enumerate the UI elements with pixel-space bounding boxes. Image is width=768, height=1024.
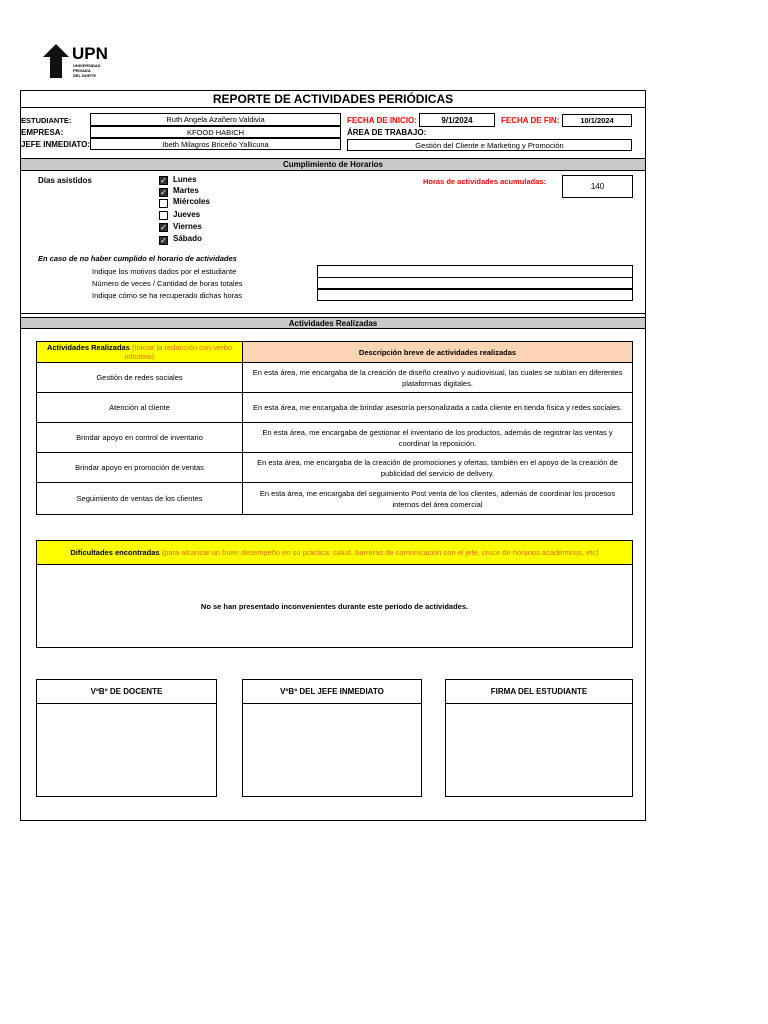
hours-label: Horas de actividades acumuladas:: [423, 177, 546, 186]
day-checkbox-viernes[interactable]: [159, 223, 168, 232]
activity-name-4: Brindar apoyo en promoción de ventas: [36, 452, 243, 483]
signature-teacher-box[interactable]: [36, 703, 217, 797]
end-date-label: FECHA DE FIN:: [501, 116, 560, 125]
logo-sub-2: PRIVADA: [73, 68, 91, 73]
day-label-martes: Martes: [173, 186, 199, 195]
signature-boss-box[interactable]: [242, 703, 422, 797]
activity-desc-3: En esta área, me encargaba de gestionar el inventario de los productos, además de registrar las ventas y coordinar la reposición.: [242, 422, 633, 453]
missed-row-label-2: Número de veces / Cantidad de horas totales: [92, 279, 243, 288]
boss-label: JEFE INMEDIATO:: [21, 140, 91, 149]
missed-recovery-field[interactable]: [317, 289, 633, 301]
company-label: EMPRESA:: [21, 128, 64, 137]
check-icon: ✓: [160, 176, 167, 185]
activity-name-1: Gestión de redes sociales: [36, 362, 243, 393]
page-title: REPORTE DE ACTIVIDADES PERIÓDICAS: [21, 91, 645, 108]
day-label-sabado: Sábado: [173, 234, 202, 243]
check-icon: ✓: [160, 188, 167, 197]
day-label-lunes: Lunes: [173, 175, 197, 184]
day-checkbox-miercoles[interactable]: [159, 199, 168, 208]
student-label: ESTUDIANTE:: [21, 116, 72, 125]
activities-col2-header: Descripción breve de actividades realizadas: [242, 341, 633, 363]
logo-text: UPN: [72, 44, 108, 63]
activity-desc-4: En esta área, me encargaba de la creación de promociones y ofertas, también en el apoyo de la creación de publicidad del servicio de delivery.: [242, 452, 633, 483]
activities-header: Actividades Realizadas: [21, 317, 645, 329]
day-checkbox-martes[interactable]: [159, 188, 168, 197]
day-label-miercoles: Miércoles: [173, 197, 210, 206]
start-date-field: 9/1/2024: [419, 113, 495, 127]
student-field: Ruth Angela Azañero Valdivia: [90, 113, 341, 126]
day-checkbox-sabado[interactable]: [159, 236, 168, 245]
col1-header-note: (Iniciar la redacción con verbo infinitivo): [124, 343, 233, 361]
activity-desc-5: En esta área, me encargaba del seguimiento Post venta de los clientes, además de coordinar los procesos internos del área comercial: [242, 482, 633, 515]
check-icon: ✓: [160, 236, 167, 245]
difficulties-header: [36, 540, 633, 565]
signature-student-label: FIRMA DEL ESTUDIANTE: [445, 679, 633, 704]
upn-arrow-icon: [43, 44, 69, 78]
signature-boss-label: VºBº DEL JEFE INMEDIATO: [242, 679, 422, 704]
section-divider: [21, 313, 645, 314]
signature-teacher-label: VºBº DE DOCENTE: [36, 679, 217, 704]
activity-name-2: Atención al cliente: [36, 392, 243, 423]
activity-desc-1: En esta área, me encargaba de la creación de diseño creativo y audiovisual, las cuales se subían en diferentes plataformas digitales.: [242, 362, 633, 393]
days-label: Días asistidos: [38, 176, 92, 185]
day-checkbox-jueves[interactable]: [159, 211, 168, 220]
activity-desc-2: En esta área, me encargaba de brindar asesoría personalizada a cada cliente en tienda física y redes sociales.: [242, 392, 633, 423]
day-label-viernes: Viernes: [173, 222, 202, 231]
logo-sub-1: UNIVERSIDAD: [73, 63, 101, 68]
difficulties-note: (para alcanzar un buen desempeño en su práctica: salud, barreras de comunicación con el jefe, cruce de horarios académicos, etc): [161, 548, 599, 557]
difficulties-text: No se han presentado inconvenientes durante este período de actividades.: [36, 564, 633, 648]
missed-heading: En caso de no haber cumplido el horario de actividades: [38, 254, 237, 263]
area-field: Gestión del Cliente e Marketing y Promoción: [347, 139, 632, 151]
activity-name-5: Seguimiento de ventas de los clientes: [36, 482, 243, 515]
activity-name-3: Brindar apoyo en control de inventario: [36, 422, 243, 453]
day-checkbox-lunes[interactable]: [159, 176, 168, 185]
activities-col1-header: [36, 341, 243, 363]
logo-sub-3: DEL NORTE: [73, 73, 97, 78]
company-field: KFOOD HABICH: [90, 126, 341, 138]
missed-row-label-1: Indique los motivos dados por el estudiante: [92, 267, 237, 276]
col1-header-label: Actividades Realizadas: [46, 343, 130, 352]
boss-field: Ibeth Milagros Briceño Yallicuna: [90, 138, 341, 150]
activities-table: [36, 341, 633, 515]
area-label: ÁREA DE TRABAJO:: [347, 128, 427, 137]
schedule-header: Cumplimiento de Horarios: [21, 158, 645, 171]
end-date-field: 10/1/2024: [562, 114, 632, 127]
hours-field: 140: [562, 175, 633, 198]
missed-count-field[interactable]: [317, 277, 633, 289]
signature-student-box[interactable]: [445, 703, 633, 797]
start-date-label: FECHA DE INICIO:: [347, 116, 417, 125]
missed-row-label-3: Indique cómo se ha recuperado dichas horas: [92, 291, 243, 300]
check-icon: ✓: [160, 223, 167, 232]
day-label-jueves: Jueves: [173, 210, 201, 219]
upn-logo: [43, 44, 113, 80]
difficulties-label: Dificultades encontradas: [70, 548, 160, 557]
